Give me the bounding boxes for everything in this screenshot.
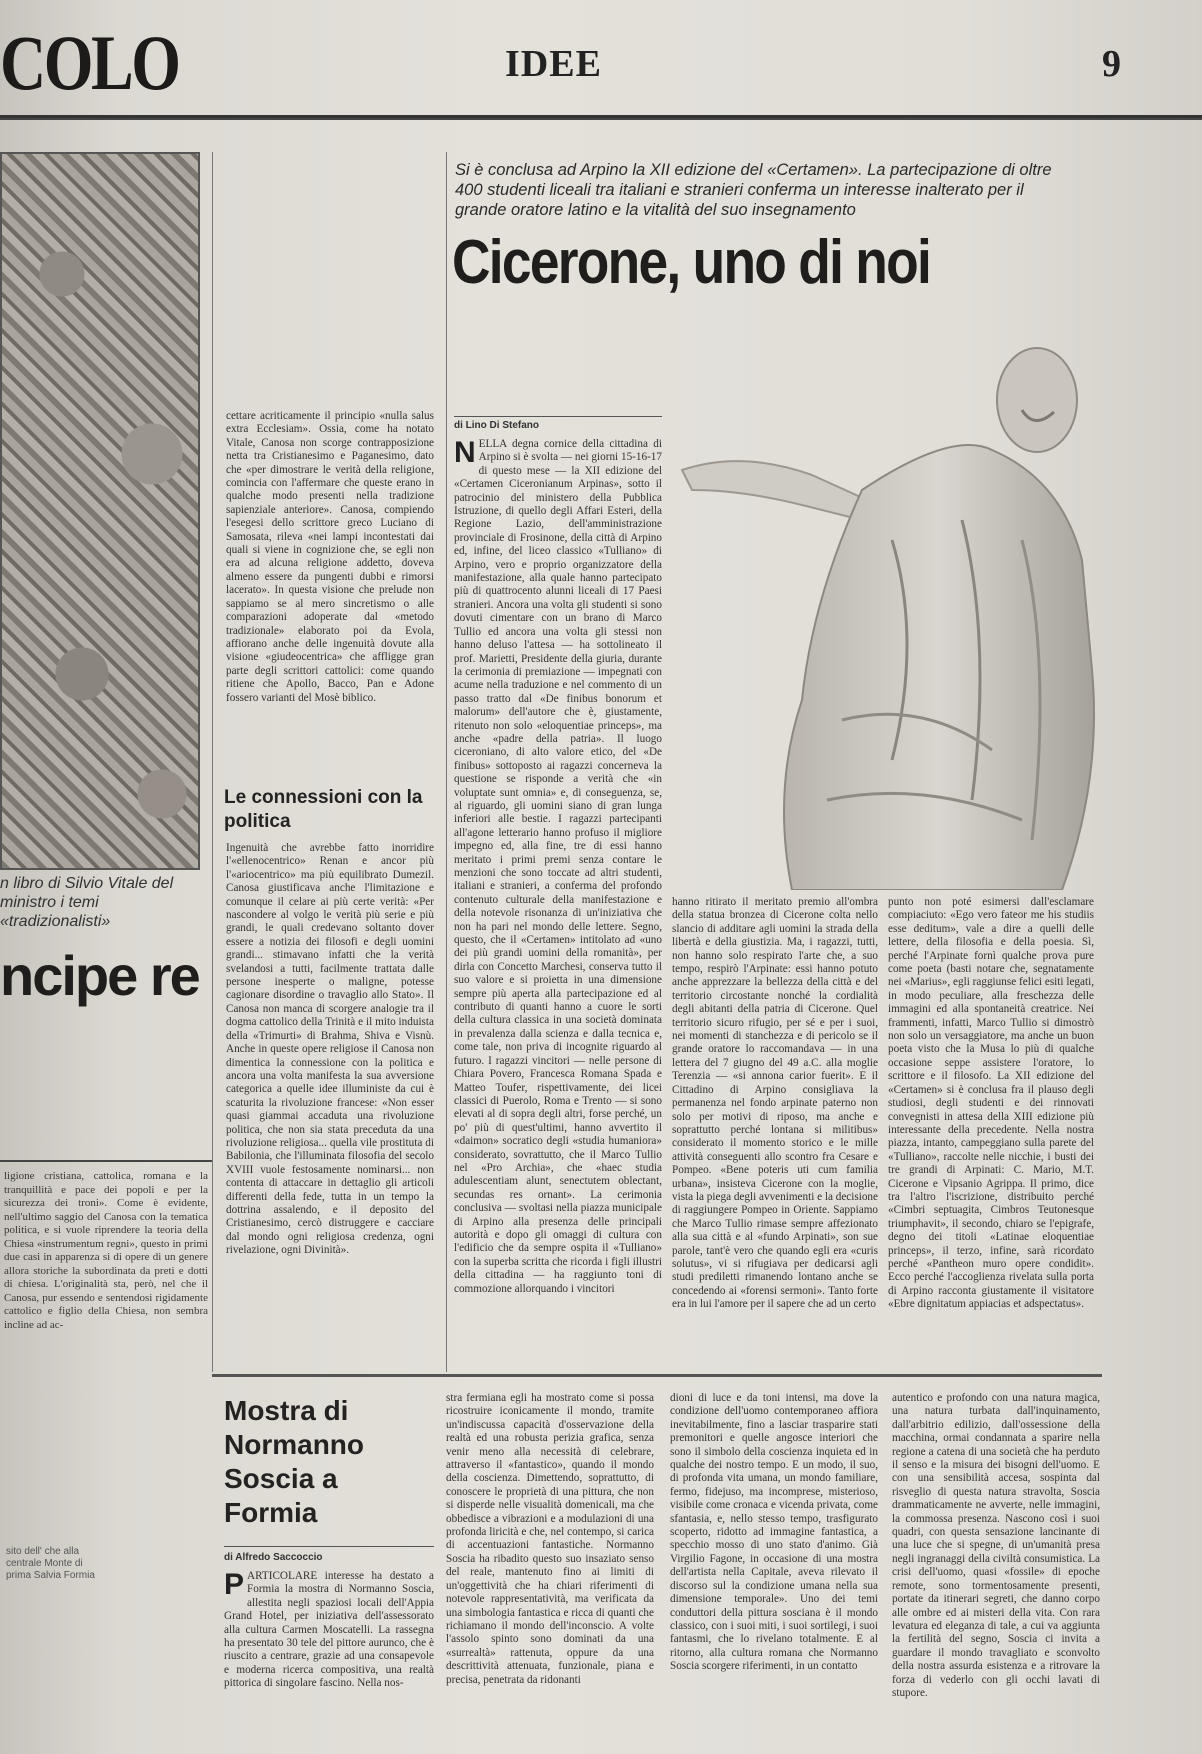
mostra-col-1 bbox=[224, 1570, 434, 1691]
masthead-divider bbox=[0, 118, 1202, 120]
canosa-text-top: cettare acriticamente il principio «nulla salus extra Ecclesiam». Ossia, come ha notato Vitale, Canosa non scorge contrapposizione netta tra Cristianesimo e Paganesimo, dato che «per dimostrare le verità della religione, comincia con l'affermare che queste erano in qualche modo presenti nella tradizione sapienziale anteriore». Canosa, compiendo l'esegesi dello scrittore greco Luciano di Samosata, rileva «nei lampi incontestati dai quali si viene in cognizione che, se egli non era ad alcuna religione addetto, doveva almeno essere da pungenti dubbi e rimorsi lacerato». In questa visione che prelude non sappiamo se al mero sincretismo o alle comparazioni adoperate dal «metodo tradizionale» elaborato poi da Evola, affiorano anche delle ingenuità dovute alla visione «giudeocentrica» che affligge gran parte degli scrittori cattolici: come quando ritiene che Apollo, Bacco, Pan e Adone fossero varianti del Mosè biblico. bbox=[226, 410, 434, 704]
mostra-col-2: stra fermiana egli ha mostrato come si possa ricostruire iconicamente il mondo, tramite un'indiscussa capacità d'osservazione della realtà ed una robusta perizia grafica, senza venir meno alla necessità di celebrare, attraverso il «fantastico», quando il mondo della coscienza. Dimettendo, soprattutto, di conoscere le proprietà di una pittura, che non si disperde nelle visualità domenicali, ma che obbedisce a vibrazioni e a modulazioni di una profonda liricità e che, nel contempo, si carica di accentuazioni fantastiche. Normanno Soscia ha ribadito questo suo insaziato senso del reale, mantenuto fino ai limiti di un'oggettività che ha chiari riferimenti di notevole rappresentatività, ma verificata da una simbologia fantastica e ricca di quanti che richiamano il mondo dell'inconscio. A volte l'assolo spinto sono dominati da una «surrealtà» rattenuta, oppure da una descrittività attenuata, funzionale, piana e precisa, penetrata da ridonanti bbox=[446, 1392, 654, 1686]
mostra-dropcap: P bbox=[224, 1568, 245, 1601]
mostra-byline: di Alfredo Saccoccio bbox=[224, 1552, 323, 1563]
canosa-text-bottom: Ingenuità che avrebbe fatto inorridire l'«ellenocentrico» Renan e ancor più l'«ariocentrico» ma più equilibrato Dumezil. Canosa giustificava anche l'limitazione e comunque il celare ai più certe verità: «Per nascondere al volgo le verità più serie e più grandi, le quali credevano soltanto dover essere a notizia dei filosofi e degli uomini grandi... stimavano infatti che la verità svelandosi a tutti, facilmente trattata dalle persone inesperte o maligne, potesse cagionare disordine o travaglio allo Stato». Il Canosa non manca di scorgere analogie tra il dogma cattolico della Trinità e il mito induista della «Trimurti» di Brahma, Shiva e Visnù. Anche in queste opere religiose il Canosa non dimentica la connessione con la politica e ancora una volta manifesta la sua avversione categorica a quelle idee illuministe da cui è scaturita la rivoluzione francese: «Non esser quasi giammai accaduta una rivoluzione politica, che non sia stata preceduta da una rivoluzione religiosa... quella vile prostituta di Babilonia, che l'illuminata filosofia del secolo XVIII vuole festosamente nominarsi... non contenta di attaccare in dettaglio gli articoli differenti della fede, tutta in un tempo la dottrina assalendo, e il deposito del Cristianesimo, cercò distruggere e cacciare dal mondo ogni religiosa credenza, ogni rivelazione, ogni Divinità». bbox=[226, 842, 434, 1257]
left-photo-caption: n libro di Silvio Vitale del ministro i temi «tradizionalisti» bbox=[0, 875, 174, 930]
article-col-2: hanno ritirato il meritato premio all'ombra della statua bronzea di Cicerone colta nello slancio di additare agli uomini la strada della libertà e della giustizia. Ma, i ragazzi, tutti, non hanno solo respirato l'arte che, a suo tempo, respirò l'Arpinate: essi hanno potuto anche apprezzare la bellezza della città e del territorio circostante nonché la cordialità degli abitanti della patria di Cicerone. Quel territorio sicuro rifugio, per sé e per i suoi, nei momenti di stanchezza e di pericolo se il grande oratore lo raccomandava — in una lettera del 7 giugno del 49 a.C. alla moglie Terenzia — «si annona carior fuerit». E il Cittadino di Arpino consigliava la permanenza nel fondo arpinate paterno non solo per motivi di riposo, ma anche e soprattutto perché lontana si militibus» considerato il momento storico e le mille attività conseguenti allo scontro fra Cesare e Pompeo. «Bene poteris uti cum familia urbana», insisteva Cicerone con la moglie, vista la piega degli avvenimenti e la decisione di raggiungere Pompeo in Oriente. Sappiamo che Marco Tullio rimase sempre affezionato alla sua città e al «fundo Arpinati», son sue parole, tant'è vero che quando egli era «curis solutus», vi si rifugiava per dedicarsi agli studi prediletti rimanendo lontano anche se concedendo ai «forensi sermoni». Tanto forte era in lui l'amore per il sapere che ad un certo bbox=[672, 896, 878, 1311]
article-byline: di Lino Di Stefano bbox=[454, 420, 539, 431]
article-col-1-text: ELLA degna cornice della cittadina di Arpino si è svolta — nei giorni 15-16-17 di questo mese — la XII edizione del «Certamen Ciceronianum Arpinas», sotto il patrocinio del ministero della Pubblica Istruzione, di quello degli Affari Esteri, della Regione Lazio, dell'amministrazione provinciale di Frosinone, della città di Arpino ed, infine, del liceo classico «Tulliano» di Arpino, vero e proprio organizzatore della manifestazione, alla quale hanno partecipato più di quattrocento alunni liceali di 17 Paesi stranieri. Ancora una volta gli studenti si sono dovuti cimentare con un brano di Marco Tullio ed ancora una volta gli stessi non hanno deluso l'attesa — ha sottolineato il prof. Marietti, Presidente della giuria, durante la cerimonia di premiazione — impegnati con acume nella traduzione e nel commento di un passo tratto dal «De finibus bonorum et malorum» dell'autore che è, giustamente, ritenuto non solo «eloquentiae princeps», ma anche «padre della patria». Il luogo ciceroniano, di alto valore etico, del «De finibus» sottoposto ai ragazzi concerneva la questione se risponde a verità che «in voluptate sunt omnia» e, di conseguenza, se, al riguardo, gli uomini siano di gran lunga inferiori alle bestie. I ragazzi partecipanti all'agone letterario hanno profuso il migliore impegno ed, alla fine, tre di essi hanno meritato i primi premi senza contare le menzioni che sono toccate ad altri studenti, italiani e stranieri, a conferma del profondo contenuto culturale della manifestazione e della notevole risonanza di un'iniziativa che non ha pari nel mondo delle lettere. Segno, questo, che il «Certamen» intitolato ad «uno dei più grandi uomini della romanità», per dirla con Concetto Marchesi, conserva tutto il suo valore e si proietta in una dimensione sempre più aperta alla partecipazione ed al contributo di quanti hanno a cuore le sorti della cultura classica in una società dominata in prevalenza dalla scienza e dalla tecnica e, come tale, non priva di incognite riguardo al futuro. I ragazzi vincitori — nelle persone di Chiara Povero, Francesca Romana Spada e Matteo Toufer, rispettivamente, dei licei classici di Puerolo, Roma e Trento — si sono elevati al di sopra degli altri, forse perché, un po' più di quest'ultimi, hanno avvertito il «daimon» socratico degli «studia humaniora» considerato, sovrattutto, che il Marco Tullio nel «Pro Archia», che «haec studia adulescentiam alunt, senectutem oblectant, secundas res ornant». La cerimonia conclusiva — svoltasi nella piazza municipale di Arpino alla presenza delle principali autorità e dopo gli omaggi di cultura con l'edificio che da sempre ospita il «Tulliano» con la superba scritta che ricorda i figli illustri della cittadina — ha raggiunto toni di commozione allorquando i vincitori bbox=[454, 438, 662, 1295]
byline-rule bbox=[454, 416, 662, 417]
left-bottom-strip bbox=[0, 1396, 210, 1754]
mostra-col-3: dioni di luce e da toni intensi, ma dove la condizione dell'uomo contemporaneo affiora inevitabilmente, fino a lasciar trasparire stati premonitori e quelle angosce interiori che sono il simbolo della coscienza inquieta ed in qualche dei nostro tempo. E un modo, il suo, di profonda vita umana, un mondo familiare, fermo, fidejuso, ma incomprese, misterioso, visibile come cronaca e vicenda privata, come sfantasia, e, nello stesso tempo, trasfigurato scoperto, ridotto ad immagine fantastica, a specchio mosso di uno stato d'animo. Già Virgilio Fagone, in occasione di una mostra dell'artista nella Capitale, aveva rilevato il discorso sul la condizione umana nella sua dimensione temporale». Uno dei temi conduttori della pittura sosciana è il mondo classico, con i suoi miti, i suoi sortilegi, i suoi fantasmi, che lo rivelano totalmente. E al ritorno, alla cultura romana che Normanno Soscia scorgere riferimenti, in un contatto bbox=[670, 1392, 878, 1673]
subheading-connessioni: Le connessioni con la politica bbox=[224, 787, 423, 832]
mostra-col-1-text: ARTICOLARE interesse ha destato a Formia la mostra di Normanno Soscia, allestita negli spaziosi locali dell'Appia Grand Hotel, per iniziativa dell'assessorato alla cultura Carmen Moscatelli. La rassegna ha presentato 30 tele del pittore aurunco, che è riuscito a centrare, grazie ad una consapevole e moderna ricerca compositiva, una realtà pittorica di singolare fascino. Nella nos- bbox=[224, 1570, 434, 1690]
left-divider bbox=[0, 1160, 212, 1162]
page-number: 9 bbox=[1102, 43, 1121, 85]
left-body-text: ligione cristiana, cattolica, romana e la tranquillità e pace dei popoli e per la sicurezza dei troni». Come è evidente, nell'ultimo saggio del Canosa con la tematica politica, e si vuole riprendere la teoria della Chiesa «instrumentum regni», questo in primi due casi in apparenza si di opere di un genere allora storiche la subordinata da preti e dotti di chiesa. L'originalità sta, però, nel che il Canosa, pur essendo e sentendosi rigidamente cattolico e figlio della Chiesa, non sembra incline ad ac- bbox=[4, 1170, 208, 1331]
article-col-1 bbox=[454, 438, 662, 1296]
newspaper-logo-fragment: COLO bbox=[0, 19, 179, 106]
left-strip-text: sito dell' che alla centrale Monte di prima Salvia Formia bbox=[6, 1546, 95, 1581]
mostra-headline: Mostra di Normanno Soscia a Formia bbox=[224, 1395, 364, 1528]
cicero-statue-photo bbox=[662, 340, 1122, 890]
mostra-col-4: autentico e profondo con una natura magica, una natura turbata dall'inquinamento, dall'arbitrio edilizio, dall'ossessione della macchina, ormai condannata a sparire nella regione a catena di una società che ha perduto il senso e la misura dei bisogni dell'uomo. E con una sensibilità accesa, sospinta dal risveglio di questa natura stravolta, Soscia drammaticamente ne avverte, nelle immagini, la commossa presenza. Nascono così i suoi quadri, con questa sensazione lancinante di una luce che si spegne, di un'umanità presa negli ingranaggi della civiltà consumistica. La crisi dell'uomo, quasi «fossile» di epoche remote, sono tormentosamente presenti, portate da itinerari segreti, che danno corpo alle ombre ed ai misteri della vita. Con rara levatura ed eleganza di tale, a cui va aggiunta la fertilità del segno, Soscia ci invita a guardare il mondo travagliato e sconvolto della nostra assurda esistenza e a ritrovare la forza di vederlo con gli occhi lavati di stupore. bbox=[892, 1392, 1100, 1699]
section-title: IDEE bbox=[505, 43, 602, 85]
mostra-byline-rule bbox=[224, 1546, 434, 1547]
masthead bbox=[0, 0, 1202, 118]
column-rule bbox=[446, 152, 447, 1372]
article-headline: Cicerone, uno di noi bbox=[452, 228, 931, 297]
column-rule bbox=[212, 152, 213, 1372]
left-headline-fragment: ncipe re bbox=[0, 944, 199, 1007]
article-col-3: punto non poté esimersi dall'esclamare compiaciuto: «Ego vero fateor me his studiis esse deditum», vale a dire a quelli delle lettere, della filosofia e della poesia. Sì, perché l'Arpinate fornì qualche prova pure come poeta (basti notare che, segnatamente nei «Marius», egli raggiunse felici esiti legati, in modo peculiare, alla freschezza delle immagini ed alla spontaneità creatrice. Nei frammenti, infatti, Marco Tullio si dimostrò non solo un versaggiatore, ma anche un buon poeta visto che la Musa lo più di qualche occasione seppe assistere l'oratore, lo scrittore e il filosofo. La XII edizione del «Certamen» si è conclusa fra il plauso degli studiosi, degli studenti e dei rinnovati convegnisti in attesa della XIII edizione più interessante della precedente. Nella nostra piazza, intanto, campeggiano sulla parete del «Tulliano», raccolte nelle nicchie, i busti dei tre grandi di Arpinati: C. Mario, M.T. Cicerone e Vipsanio Agrippa. Il primo, dice tra l'altro l'iscrizione, distribuito perché «Cimbri septuagita, Cimbros Teutonesque triumphavit», il secondo, chiaro se l'epigrafe, degno dei titoli «Latinae eloquentiae princeps», il terzo, infine, sarà ricordato perché «Pantheon muro opere condidit». Ecco perché l'accoglienza rivelata sulla porta di Arpino racconta giustamente il visitatore «Ebre dignitatum appiacias et adspectatus». bbox=[888, 896, 1094, 1311]
book-illustration-photo bbox=[0, 152, 200, 870]
section-divider bbox=[212, 1374, 1102, 1377]
article-dropcap: N bbox=[454, 436, 476, 469]
article-kicker: Si è conclusa ad Arpino la XII edizione del «Certamen». La partecipazione di oltre 400 studenti liceali tra italiani e stranieri conferma un interesse inalterato per il grande oratore latino e la vitalità del suo insegnamento bbox=[455, 161, 1052, 219]
